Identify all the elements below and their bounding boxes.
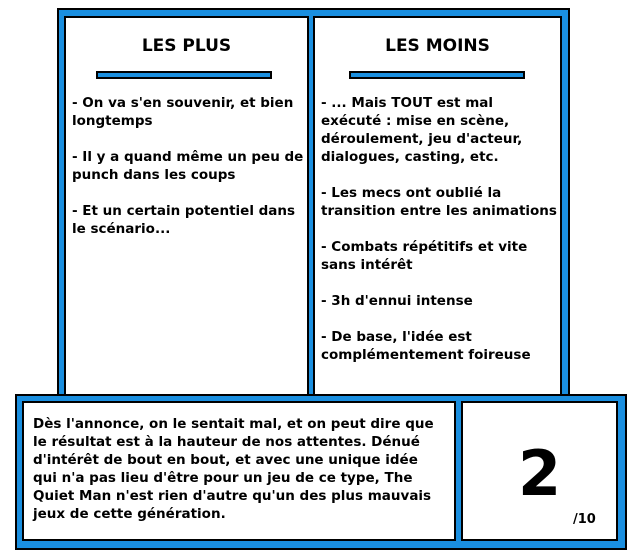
plus-panel — [64, 16, 309, 397]
moins-title: LES MOINS — [385, 36, 490, 56]
moins-item: - Combats répétitifs et vite sans intérêt — [321, 239, 528, 273]
moins-title-underline — [349, 71, 525, 79]
score-value: 2 — [518, 437, 562, 510]
verdict-text: Dès l'annonce, on le sentait mal, et on peut dire que le résultat est à la hauteur de nos attentes. Dénué d'intérêt de bout en bout, et avec une unique idée qui n'a pas lieu d'être pour un jeu de ce type, The Quiet Man n'est rien d'autre qu'un des plus mauvais jeux de cette génération. — [33, 416, 434, 522]
plus-item: - On va s'en souvenir, et bien longtemps — [72, 95, 294, 129]
verdict-panel — [22, 401, 456, 541]
score-max: /10 — [573, 512, 596, 527]
plus-title-underline — [96, 71, 272, 79]
plus-title: LES PLUS — [141, 36, 232, 56]
plus-list — [72, 94, 304, 256]
moins-item: - Les mecs ont oublié la transition entre les animations — [321, 185, 557, 219]
moins-item: - 3h d'ennui intense — [321, 293, 473, 309]
plus-item: - Il y a quand même un peu de punch dans les coups — [72, 149, 304, 183]
moins-item: - De base, l'idée est complémentement foireuse — [321, 329, 531, 363]
moins-panel — [313, 16, 562, 397]
moins-item: - ... Mais TOUT est mal exécuté : mise en scène, déroulement, jeu d'acteur, dialogues, casting, etc. — [321, 95, 523, 165]
plus-item: - Et un certain potentiel dans le scénario... — [72, 203, 296, 237]
moins-list — [321, 94, 557, 382]
score-panel — [461, 401, 618, 541]
